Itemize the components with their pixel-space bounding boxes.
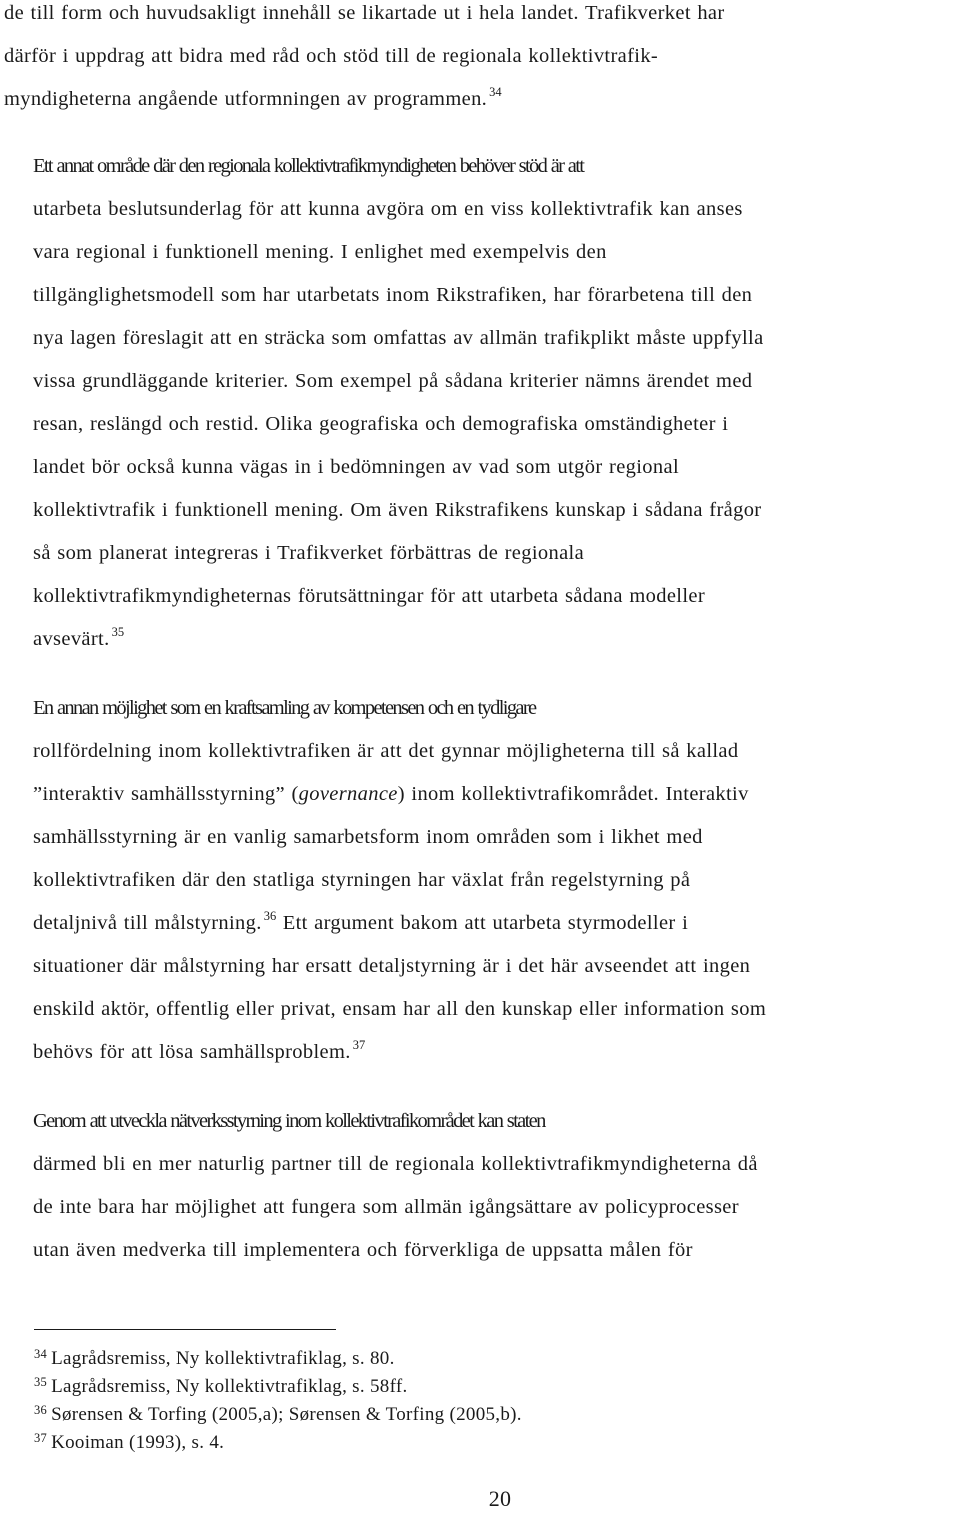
paragraph-line: nya lagen föreslagit att en sträcka som omfattas av allmän trafikplikt måste uppfylla [33, 327, 764, 349]
paragraph-line: situationer där målstyrning har ersatt detaljstyrning är i det här avseendet att ingen [33, 955, 751, 977]
paragraph-line: utarbeta beslutsunderlag för att kunna avgöra om en viss kollektivtrafik kan anses [33, 198, 743, 220]
line-text: avsevärt. [33, 628, 110, 650]
paragraph-3 [4, 687, 956, 1074]
emphasized-term: governance [298, 783, 398, 805]
paragraph-line: vissa grundläggande kriterier. Som exempel på sådana kriterier nämns ärendet med [33, 370, 753, 392]
paragraph-2 [4, 145, 956, 661]
line-text: ”interaktiv samhällsstyrning” ( [33, 783, 299, 805]
paragraph-line: Genom att utveckla nätverksstyrning inom kollektivtrafikområdet kan staten [33, 1110, 545, 1132]
paragraph-line [4, 1031, 956, 1074]
footnote-reference[interactable]: 35 [111, 625, 125, 639]
paragraph-line [4, 902, 956, 945]
footnote-reference[interactable]: 37 [352, 1038, 366, 1052]
footnote-35 [34, 1373, 934, 1401]
paragraph-line: tillgänglighetsmodell som har utarbetats inom Rikstrafiken, har förarbetena till den [33, 284, 753, 306]
paragraph-line: kollektivtrafik i funktionell mening. Om även Rikstrafikens kunskap i sådana frågor [33, 499, 762, 521]
paragraph-line [4, 618, 956, 661]
footnote-36 [34, 1401, 934, 1429]
paragraph-line: vara regional i funktionell mening. I enlighet med exempelvis den [33, 241, 607, 263]
footnote-34 [34, 1345, 934, 1373]
page-number: 20 [488, 1486, 512, 1511]
footnote-number: 35 [34, 1375, 48, 1389]
paragraph-line: därför i uppdrag att bidra med råd och stöd till de regionala kollektivtrafik- [4, 45, 659, 67]
line-text: ) inom kollektivtrafikområdet. Interaktiv [397, 783, 749, 805]
footnote-reference[interactable]: 34 [489, 85, 502, 99]
footnotes [34, 1345, 934, 1457]
footnote-number: 36 [34, 1403, 48, 1417]
paragraph-line: resan, reslängd och restid. Olika geografiska och demografiska omständigheter i [33, 413, 729, 435]
line-text: detaljnivå till målstyrning. [33, 912, 262, 934]
footnote-37 [34, 1429, 934, 1457]
paragraph-line: samhällsstyrning är en vanlig samarbetsform inom områden som i likhet med [33, 826, 703, 848]
footnote-text: Lagrådsremiss, Ny kollektivtrafiklag, s. 80. [51, 1348, 395, 1369]
footnote-number: 37 [34, 1431, 48, 1445]
paragraph-line: landet bör också kunna vägas in i bedömningen av vad som utgör regional [33, 456, 680, 478]
line-text: behövs för att lösa samhällsproblem. [33, 1041, 351, 1063]
paragraph-line: Ett annat område där den regionala kollektivtrafikmyndigheten behöver stöd är att [33, 155, 584, 177]
paragraph-line: kollektivtrafikmyndigheternas förutsättningar för att utarbeta sådana modeller [33, 585, 705, 607]
paragraph-line [4, 78, 956, 121]
paragraph-line: så som planerat integreras i Trafikverket förbättras de regionala [33, 542, 585, 564]
paragraph-line: kollektivtrafiken där den statliga styrningen har växlat från regelstyrning på [33, 869, 691, 891]
footnote-text: Sørensen & Torfing (2005,a); Sørensen & Torfing (2005,b). [51, 1404, 522, 1425]
paragraph-line [4, 773, 956, 816]
line-text: Ett argument bakom att utarbeta styrmodeller i [276, 912, 689, 934]
footnote-separator [34, 1329, 336, 1330]
footnote-text: Lagrådsremiss, Ny kollektivtrafiklag, s. 58ff. [51, 1376, 408, 1397]
paragraph-line: enskild aktör, offentlig eller privat, ensam har all den kunskap eller information som [33, 998, 767, 1020]
footnote-text: Kooiman (1993), s. 4. [51, 1432, 225, 1453]
paragraph-4 [4, 1100, 956, 1272]
paragraph-line: de inte bara har möjlighet att fungera som allmän igångsättare av policyprocesser [33, 1196, 739, 1218]
paragraph-line: En annan möjlighet som en kraftsamling av kompetensen och en tydligare [33, 697, 536, 719]
paragraph-line: rollfördelning inom kollektivtrafiken är att det gynnar möjligheterna till så kallad [33, 740, 739, 762]
paragraph-line: utan även medverka till implementera och förverkliga de uppsatta målen för [33, 1239, 693, 1261]
paragraph-line: de till form och huvudsakligt innehåll se likartade ut i hela landet. Trafikverket har [4, 2, 725, 24]
footnote-reference[interactable]: 36 [263, 909, 277, 923]
line-text: myndigheterna angående utformningen av programmen. [4, 88, 488, 110]
paragraph-1 [4, 0, 956, 121]
paragraph-line: därmed bli en mer naturlig partner till de regionala kollektivtrafikmyndigheterna då [33, 1153, 758, 1175]
footnote-number: 34 [34, 1347, 48, 1361]
